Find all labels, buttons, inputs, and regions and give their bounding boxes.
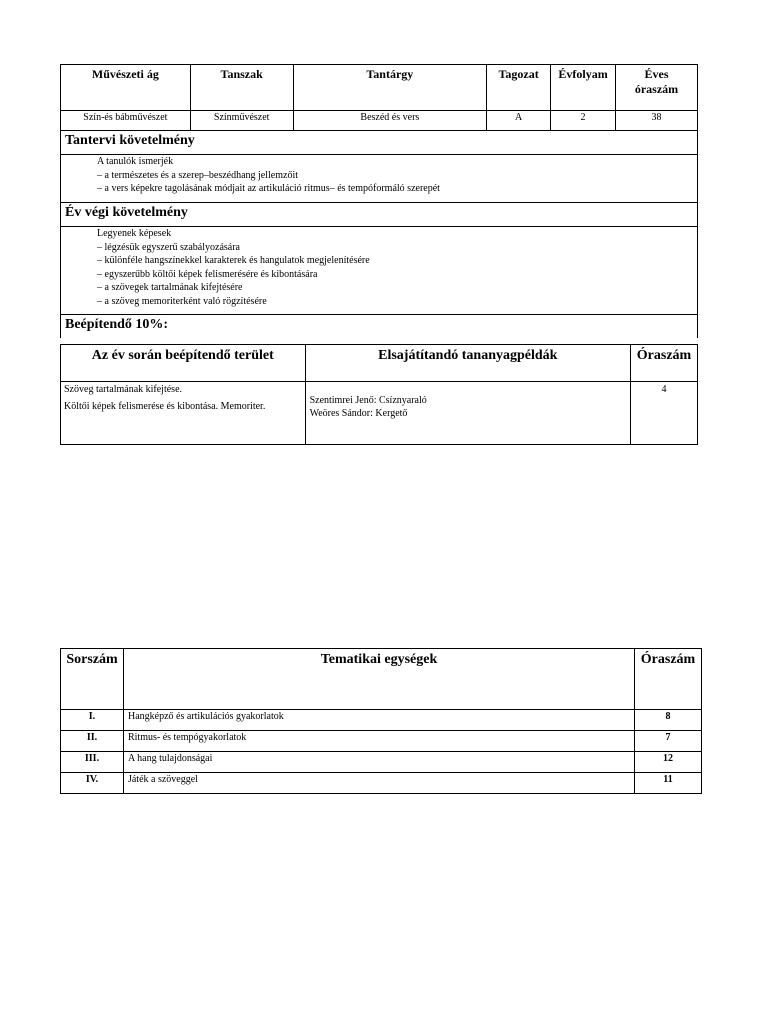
column-header: Sorszám bbox=[61, 649, 124, 710]
table-cell: A bbox=[487, 111, 551, 131]
header-row bbox=[61, 649, 702, 710]
table-row bbox=[61, 752, 702, 773]
requirement-line: – a szövegek tartalmának kifejtésére bbox=[97, 282, 243, 293]
table-cell: Színművészet bbox=[190, 111, 293, 131]
table-row bbox=[61, 382, 698, 445]
row-number: II. bbox=[61, 731, 124, 752]
header-row bbox=[61, 345, 698, 382]
table-row bbox=[61, 773, 702, 794]
column-header: Elsajátítandó tananyagpéldák bbox=[305, 345, 630, 382]
column-header: Művészeti ág bbox=[61, 65, 191, 111]
unit-title: Hangképző és artikulációs gyakorlatok bbox=[123, 710, 634, 731]
column-header: Óraszám bbox=[631, 345, 698, 382]
examples-cell bbox=[305, 382, 630, 445]
header-row bbox=[61, 65, 698, 111]
table-cell: Szín-és bábművészet bbox=[61, 111, 191, 131]
evvegi-requirements bbox=[61, 227, 698, 315]
unit-hours: 12 bbox=[635, 752, 702, 773]
section-title-evvegi: Év végi követelmény bbox=[61, 203, 698, 227]
requirement-line: – a vers képekre tagolásának módjait az artikuláció ritmus– és tempóformáló szerepét bbox=[97, 183, 440, 194]
requirement-line: – légzésük egyszerű szabályozására bbox=[97, 241, 240, 253]
requirement-line: Legyenek képesek bbox=[97, 228, 172, 239]
requirement-line: – a szöveg memoriterként való rögzítésére bbox=[97, 295, 267, 307]
unit-hours: 8 bbox=[635, 710, 702, 731]
example-line: Szentimrei Jenő: Csíznyaraló bbox=[309, 395, 427, 406]
unit-title: Ritmus- és tempógyakorlatok bbox=[123, 731, 634, 752]
column-header: Évfolyam bbox=[551, 65, 616, 111]
value-row bbox=[61, 111, 698, 131]
column-header: Tagozat bbox=[487, 65, 551, 111]
column-header: Tantárgy bbox=[293, 65, 487, 111]
unit-title: Játék a szöveggel bbox=[123, 773, 634, 794]
unit-title: A hang tulajdonságai bbox=[123, 752, 634, 773]
row-number: IV. bbox=[61, 773, 124, 794]
beepitendo-table bbox=[60, 344, 698, 445]
hours-cell: 4 bbox=[631, 382, 698, 445]
column-header: Tematikai egységek bbox=[123, 649, 634, 710]
requirement-line: A tanulók ismerjék bbox=[97, 156, 174, 167]
row-number: III. bbox=[61, 752, 124, 773]
column-header: Óraszám bbox=[635, 649, 702, 710]
section-title-beepitendo: Beépítendő 10%: bbox=[61, 315, 698, 339]
column-header: Tanszak bbox=[190, 65, 293, 111]
tematikai-table bbox=[60, 648, 702, 794]
tantervi-requirements bbox=[61, 155, 698, 203]
area-line: Szöveg tartalmának kifejtése. bbox=[64, 384, 183, 395]
area-cell bbox=[61, 382, 306, 445]
requirement-line: – egyszerűbb költői képek felismerésére és kibontására bbox=[97, 268, 318, 280]
requirement-line: – különféle hangszínekkel karakterek és hangulatok megjelenítésére bbox=[97, 255, 370, 266]
section-title-tantervi: Tantervi követelmény bbox=[61, 131, 698, 155]
column-header: Éves óraszám bbox=[616, 65, 698, 111]
table-cell: 38 bbox=[616, 111, 698, 131]
unit-hours: 7 bbox=[635, 731, 702, 752]
table-row bbox=[61, 710, 702, 731]
area-line: Költői képek felismerése és kibontása. Memoriter. bbox=[64, 401, 266, 412]
example-line: Weöres Sándor: Kergető bbox=[309, 408, 408, 419]
curriculum-header-table bbox=[60, 64, 698, 338]
table-row bbox=[61, 731, 702, 752]
table-cell: Beszéd és vers bbox=[293, 111, 487, 131]
column-header: Az év során beépítendő terület bbox=[61, 345, 306, 382]
unit-hours: 11 bbox=[635, 773, 702, 794]
table-cell: 2 bbox=[551, 111, 616, 131]
row-number: I. bbox=[61, 710, 124, 731]
requirement-line: – a természetes és a szerep–beszédhang jellemzőit bbox=[97, 169, 299, 181]
